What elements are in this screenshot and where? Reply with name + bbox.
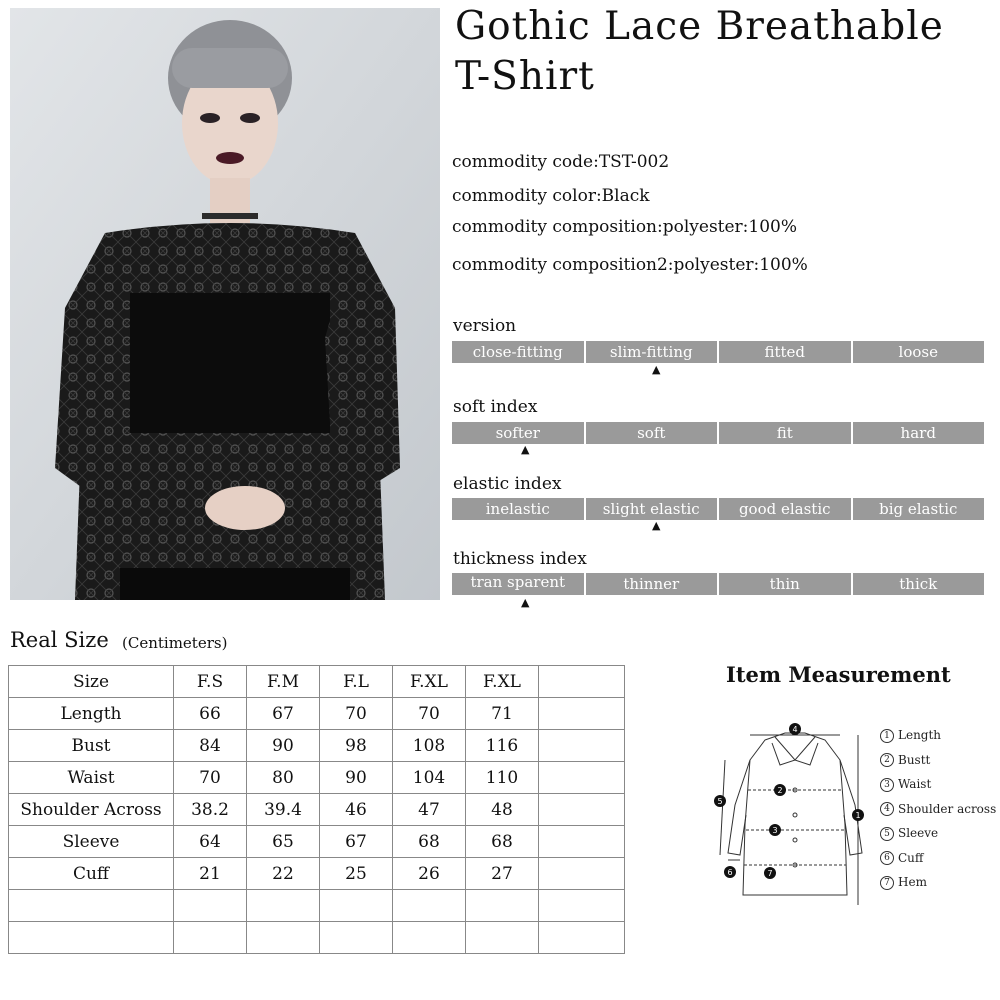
version-option: slim-fitting: [586, 341, 718, 363]
thickness-index-scale: [452, 573, 984, 595]
svg-text:2: 2: [777, 786, 783, 795]
legend-label: Sleeve: [898, 826, 939, 840]
size-table-cell: [539, 698, 625, 730]
commodity-composition: commodity composition:polyester:100%: [452, 217, 798, 237]
garment-diagram: [710, 715, 880, 915]
size-table-cell: 108: [393, 730, 466, 762]
size-table-cell: Length: [9, 698, 174, 730]
legend-item: [880, 851, 923, 866]
elastic-index-option: big elastic: [853, 498, 985, 520]
real-size-title: Real Size: [10, 628, 109, 652]
legend-label: Length: [898, 728, 942, 742]
legend-item: [880, 753, 930, 768]
size-table-cell: 68: [393, 826, 466, 858]
svg-text:3: 3: [772, 826, 778, 835]
size-table-cell: 80: [247, 762, 320, 794]
size-table-cell: 39.4: [247, 794, 320, 826]
size-table-cell: 64: [174, 826, 247, 858]
size-table-cell: 67: [247, 698, 320, 730]
size-table-cell: 25: [320, 858, 393, 890]
commodity-composition2: commodity composition2:polyester:100%: [452, 255, 808, 275]
title-line-1: Gothic Lace Breathable: [455, 4, 944, 49]
size-table-cell: 66: [174, 698, 247, 730]
legend-number: 1: [880, 729, 894, 743]
legend-item: [880, 728, 941, 743]
size-table-cell: 110: [466, 762, 539, 794]
size-table-cell: [247, 922, 320, 954]
size-table-header-cell: Size: [9, 666, 174, 698]
size-table-cell: Shoulder Across: [9, 794, 174, 826]
size-table-cell: 48: [466, 794, 539, 826]
svg-text:5: 5: [717, 797, 723, 806]
size-table-header-row: [9, 666, 625, 698]
legend-label: Hem: [898, 875, 927, 889]
size-table-cell: [539, 858, 625, 890]
size-table-cell: 84: [174, 730, 247, 762]
version-marker: ▲: [652, 363, 661, 376]
legend-number: 3: [880, 778, 894, 792]
size-table-cell: Waist: [9, 762, 174, 794]
size-table-cell: [466, 922, 539, 954]
legend-label: Cuff: [898, 850, 924, 865]
legend-number: 4: [880, 802, 894, 816]
legend-item: [880, 802, 996, 817]
size-table-row: [9, 730, 625, 762]
size-table-cell: [393, 922, 466, 954]
soft-index-option: hard: [853, 422, 985, 444]
legend-item: [880, 777, 931, 792]
elastic-index-label: elastic index: [453, 474, 562, 494]
elastic-index-marker: ▲: [652, 519, 661, 532]
soft-index-option: soft: [586, 422, 718, 444]
thickness-index-option: thick: [853, 573, 985, 595]
size-table-cell: 71: [466, 698, 539, 730]
legend-label: Waist: [898, 777, 932, 791]
thickness-index-option: tran sparent: [452, 573, 584, 595]
size-table-cell: [320, 922, 393, 954]
size-table-cell: 104: [393, 762, 466, 794]
size-table-cell: [174, 922, 247, 954]
title-line-2: T-Shirt: [455, 54, 595, 99]
size-table-header-cell: F.M: [247, 666, 320, 698]
size-table-cell: [539, 826, 625, 858]
size-table-header-cell: F.XL: [466, 666, 539, 698]
size-table-cell: 70: [174, 762, 247, 794]
size-table-cell: 90: [320, 762, 393, 794]
size-table-row: [9, 794, 625, 826]
legend-item: [880, 875, 927, 890]
item-measurement-title: Item Measurement: [726, 662, 951, 687]
size-table-row: [9, 922, 625, 954]
thickness-index-option: thinner: [586, 573, 718, 595]
size-table-cell: [320, 890, 393, 922]
legend-label: Shoulder across: [898, 801, 997, 816]
legend-number: 7: [880, 876, 894, 890]
size-table-cell: [174, 890, 247, 922]
size-table-cell: 21: [174, 858, 247, 890]
size-table-cell: [539, 890, 625, 922]
size-table-cell: 98: [320, 730, 393, 762]
size-table-cell: Bust: [9, 730, 174, 762]
size-table-cell: 90: [247, 730, 320, 762]
size-table-header-cell: F.S: [174, 666, 247, 698]
svg-text:1: 1: [855, 811, 861, 820]
commodity-code: commodity code:TST-002: [452, 152, 670, 172]
legend-label: Bustt: [898, 752, 931, 767]
soft-index-label: soft index: [453, 397, 538, 417]
size-table-cell: 27: [466, 858, 539, 890]
version-option: fitted: [719, 341, 851, 363]
size-table-cell: [247, 890, 320, 922]
size-table-cell: 26: [393, 858, 466, 890]
legend-item: [880, 826, 938, 841]
size-table-row: [9, 826, 625, 858]
real-size-unit: (Centimeters): [122, 634, 228, 652]
size-table-cell: [539, 794, 625, 826]
product-title: [455, 2, 995, 102]
thickness-index-option: thin: [719, 573, 851, 595]
size-table-cell: [539, 922, 625, 954]
size-table-cell: 65: [247, 826, 320, 858]
size-table-cell: [539, 730, 625, 762]
size-table-cell: 67: [320, 826, 393, 858]
size-table-header-cell: F.L: [320, 666, 393, 698]
elastic-index-option: slight elastic: [586, 498, 718, 520]
size-table-row: [9, 858, 625, 890]
version-option: close-fitting: [452, 341, 584, 363]
size-table-cell: [9, 922, 174, 954]
legend-number: 5: [880, 827, 894, 841]
size-table-cell: 47: [393, 794, 466, 826]
size-table: [8, 665, 625, 954]
size-table-cell: 46: [320, 794, 393, 826]
size-table-cell: 38.2: [174, 794, 247, 826]
size-table-cell: 116: [466, 730, 539, 762]
thickness-index-label: thickness index: [453, 549, 587, 569]
version-scale: [452, 341, 984, 363]
svg-text:4: 4: [792, 725, 798, 734]
version-option: loose: [853, 341, 985, 363]
size-table-cell: Sleeve: [9, 826, 174, 858]
product-photo: [10, 8, 440, 600]
elastic-index-option: good elastic: [719, 498, 851, 520]
soft-index-option: softer: [452, 422, 584, 444]
soft-index-marker: ▲: [521, 443, 530, 456]
thickness-index-marker: ▲: [521, 596, 530, 609]
size-table-cell: [539, 762, 625, 794]
soft-index-option: fit: [719, 422, 851, 444]
commodity-color: commodity color:Black: [452, 186, 650, 206]
version-label: version: [453, 316, 517, 336]
size-table-cell: 70: [393, 698, 466, 730]
size-table-cell: 22: [247, 858, 320, 890]
legend-number: 6: [880, 851, 894, 865]
size-table-cell: [9, 890, 174, 922]
size-table-header-cell: [539, 666, 625, 698]
size-table-cell: 68: [466, 826, 539, 858]
size-table-cell: Cuff: [9, 858, 174, 890]
size-table-header-cell: F.XL: [393, 666, 466, 698]
elastic-index-option: inelastic: [452, 498, 584, 520]
elastic-index-scale: [452, 498, 984, 520]
soft-index-scale: [452, 422, 984, 444]
size-table-row: [9, 698, 625, 730]
size-table-row: [9, 890, 625, 922]
size-table-cell: [393, 890, 466, 922]
svg-text:6: 6: [727, 868, 733, 877]
size-table-cell: 70: [320, 698, 393, 730]
size-table-cell: [466, 890, 539, 922]
legend-number: 2: [880, 753, 894, 767]
svg-text:7: 7: [767, 869, 773, 878]
size-table-row: [9, 762, 625, 794]
